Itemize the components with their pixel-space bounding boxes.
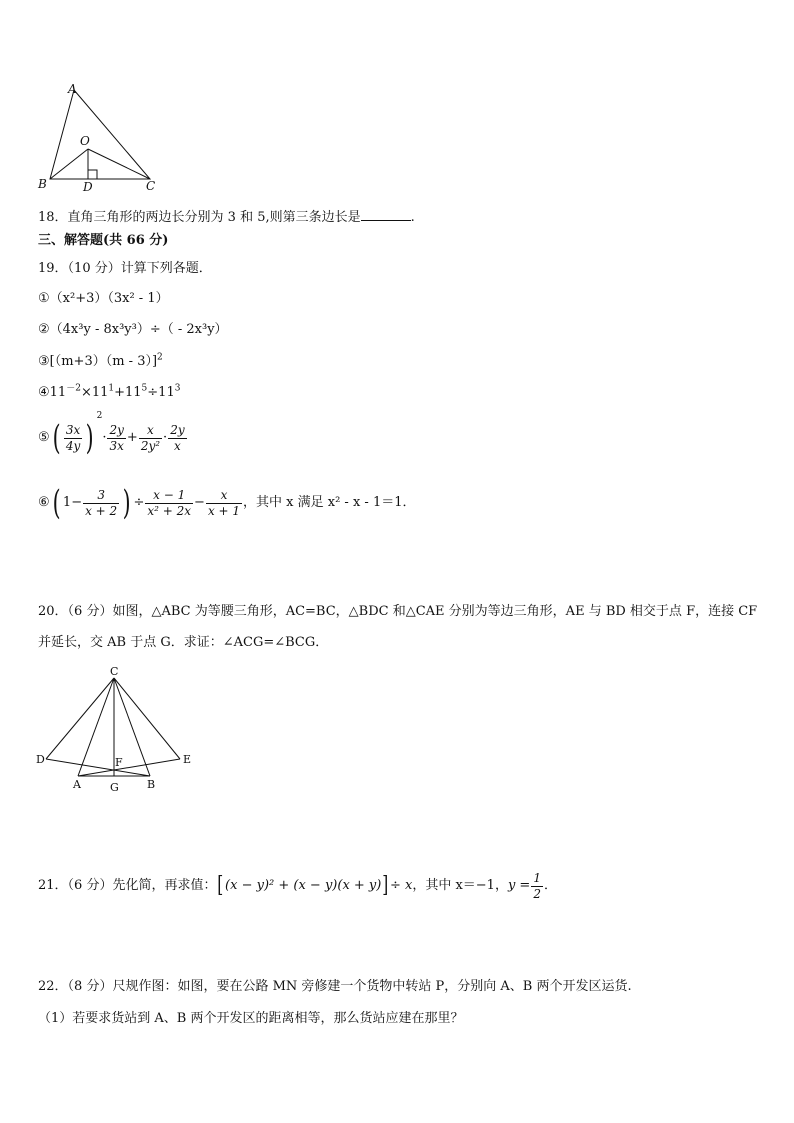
question-18 [38,207,415,227]
triangle-figure-cde [34,664,204,796]
frac-num: 1 [533,870,541,885]
q19-item-4-exp4: 3 [174,383,181,394]
segment-cd [46,678,114,759]
label-d: D [83,180,93,194]
label-d: D [36,753,45,766]
label-e: E [183,753,192,766]
frac-den: 2y² [140,438,161,453]
question-20-line-2: 并延长，交 AB 于点 G．求证：∠ACG=∠BCG． [38,635,329,650]
segment-ca [78,678,114,776]
label-a: A [73,778,81,791]
q19-item-2: ②（4x³y - 8x³y³）÷（ - 2x³y） [38,322,228,337]
question-18-text: 18．直角三角形的两边长分别为 3 和 5,则第三条边长是 [38,210,361,225]
q19-item-1: ①（x²+3）（3x² - 1） [38,291,169,306]
question-21-where: ，其中 x＝−1， [412,878,508,893]
fraction-2y-x [168,423,186,454]
frac-num: x [206,488,242,504]
triangle-abc-outline [50,90,150,179]
q19-item-4-c: +11 [114,385,142,400]
question-20-line-1: 20．（6 分）如图，△ABC 为等腰三角形，AC=BC，△BDC 和△CAE 分别为等边三角形，AE 与 BD 相交于点 F，连接 CF [38,604,758,619]
answer-blank[interactable] [361,207,411,221]
triangle-figure-abc [36,82,166,194]
q19-item-4-exp2: 1 [108,383,115,394]
frac-num: x − 1 [145,488,193,504]
label-c: C [146,179,156,193]
fraction-x-minus-1 [145,488,193,519]
question-18-end: . [410,210,415,225]
one-minus: 1− [62,495,83,510]
paren-close: ) [122,483,131,523]
q19-item-3-main: ③[（m+3）（m - 3）] [38,354,158,369]
fraction-one-half [531,871,543,902]
fraction-2y-3x [107,423,125,454]
section-heading: 三、解答题(共 66 分) [38,233,169,248]
question-21 [38,866,557,907]
q19-item-4-d: ÷11 [147,385,175,400]
question-21-y-eq: y = [507,878,531,893]
frac-num: 3x [64,423,82,439]
fraction-x-x-plus-1 [206,488,242,519]
q19-item-4-b: ×11 [80,385,109,400]
q19-item-6-tail: ，其中 x 满足 x² - x - 1＝1． [243,495,416,510]
frac-den: 4y [65,438,81,453]
q19-item-4 [38,384,180,402]
question-21-div: ÷ x [389,878,413,893]
label-f: F [115,756,123,769]
bracket-open: [ [217,873,224,898]
q19-item-5-marker: ⑤ [38,430,50,445]
frac-den: x² + 2x [147,503,192,518]
frac-den: x + 1 [207,503,241,518]
q19-item-3 [38,353,163,371]
fraction-3-x-plus-2 [83,488,119,519]
frac-num: 3 [83,488,119,504]
frac-den: 3x [109,438,124,453]
question-19-title: 19．（10 分）计算下列各题． [38,261,212,276]
question-22-line-2: （1）若要求货站到 A、B 两个开发区的距离相等，那么货站应建在那里？ [38,1011,464,1026]
frac-den: x [174,438,181,453]
dot-operator: · [163,430,168,445]
right-angle-mark [88,170,97,179]
frac-num: x [139,423,162,439]
q19-item-6 [38,481,416,526]
label-b: B [147,778,156,791]
segment-ce [114,678,180,759]
q19-item-5 [38,411,188,459]
q19-item-4-a: ④11 [38,385,67,400]
frac-den: x + 2 [85,503,118,518]
q19-item-6-marker: ⑥ [38,495,50,510]
q19-item-5-exp: 2 [96,411,103,421]
paren-close: ) [85,418,94,458]
frac-den: 2 [533,886,541,901]
question-21-end: ． [543,878,557,893]
label-b: B [38,177,47,191]
frac-num: 2y [170,422,185,437]
question-22-line-1: 22．（8 分）尺规作图：如图，要在公路 MN 旁修建一个货物中转站 P，分别向 A、B 两个开发区运货. [38,979,632,994]
bracket-close: ] [382,873,389,898]
segment-db [46,759,150,776]
label-c: C [110,665,119,678]
question-21-prefix: 21．（6 分）先化简，再求值： [38,878,217,893]
minus-operator: − [194,495,205,510]
label-a: A [68,82,77,96]
q19-item-4-exp1: －2 [66,383,81,394]
paren-open: ( [52,483,61,523]
dot-operator: · [102,430,107,445]
q19-item-4-exp3: 5 [141,383,148,394]
segment-ea [78,759,180,776]
label-o: O [80,134,90,148]
fraction-x-2y2 [139,423,162,454]
segment-ob [50,149,88,179]
fraction-3x-4y [64,423,82,454]
paren-open: ( [52,418,61,458]
div-operator: ÷ [133,495,145,510]
label-g: G [110,781,119,794]
question-21-expr: (x − y)² + (x − y)(x + y) [225,878,382,893]
frac-num: 2y [109,422,124,437]
plus-operator: + [126,430,138,445]
q19-item-3-exp: 2 [157,352,163,363]
